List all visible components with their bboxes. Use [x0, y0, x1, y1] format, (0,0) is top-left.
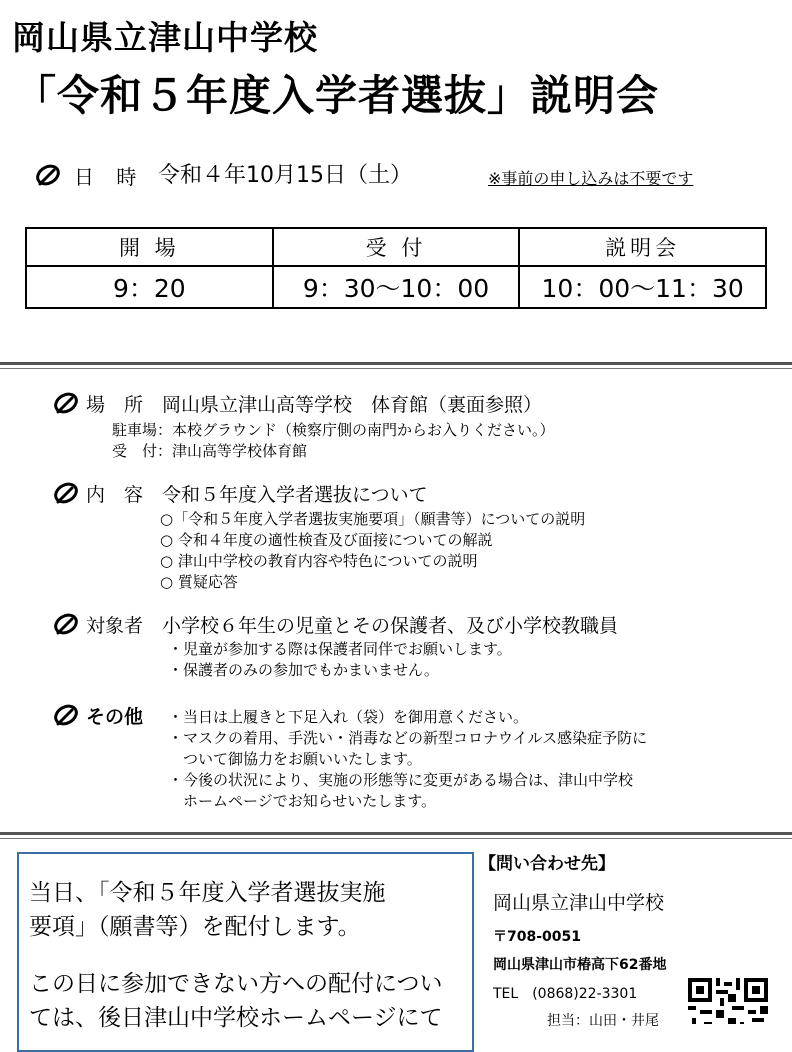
place-heading: 場 所 岡山県立津山高等学校 体育館（裏面参照） [86, 394, 543, 416]
datetime-note: ※事前の申し込みは不要です [488, 169, 694, 188]
other-item: ・マスクの着用、手洗い・消毒などの新型コロナウイルス感染症予防に [168, 729, 648, 747]
notice-line: 当日、「令和５年度入学者選抜実施 [29, 880, 386, 906]
datetime-value: 令和４年10月15日（土） [158, 163, 412, 188]
schedule-value-row [26, 266, 766, 308]
other-item: ホームページでお知らせいたします。 [168, 792, 437, 810]
schedule-value-briefing: 10：00〜11：30 [519, 266, 766, 308]
leaf-bullet-icon [34, 162, 62, 190]
divider [0, 368, 792, 369]
contact-tel: TEL (0868)22-3301 [493, 986, 638, 1002]
school-title: 岡山県立津山中学校 [12, 18, 318, 57]
contact-label: 【問い合わせ先】 [479, 854, 615, 874]
other-item: ・当日は上履きと下足入れ（袋）を御用意ください。 [168, 708, 529, 726]
contact-postal: 〒708-0051 [493, 929, 581, 945]
divider [0, 832, 792, 835]
content-item: ○「令和５年度入学者選抜実施要項」（願書等）についての説明 [160, 510, 586, 528]
audience-item: ・保護者のみの参加でもかまいません。 [168, 661, 439, 679]
place-parking: 駐車場：本校グラウンド（検察庁側の南門からお入りください。） [112, 421, 555, 439]
schedule-value-reception: 9：30〜10：00 [273, 266, 520, 308]
other-heading: その他 [86, 706, 144, 728]
qr-code-icon [688, 978, 768, 1024]
leaf-bullet-icon [52, 390, 80, 418]
schedule-value-open: 9：20 [26, 266, 273, 308]
notice-text [29, 967, 443, 1035]
content-heading: 内 容 令和５年度入学者選抜について [86, 484, 428, 506]
schedule-header-reception: 受 付 [273, 228, 520, 266]
content-item: ○ 津山中学校の教育内容や特色についての説明 [160, 552, 478, 570]
schedule-table [25, 227, 767, 309]
audience-item: ・児童が参加する際は保護者同伴でお願いします。 [168, 640, 512, 658]
notice-text [29, 876, 386, 944]
contact-school: 岡山県立津山中学校 [493, 892, 665, 914]
notice-box [17, 852, 474, 1052]
notice-line: 要項」（願書等）を配付します。 [29, 914, 361, 940]
schedule-header-open: 開 場 [26, 228, 273, 266]
notice-line: この日に参加できない方への配付につい [29, 971, 443, 997]
divider [0, 838, 792, 839]
datetime-label: 日 時 [74, 165, 145, 189]
schedule-header-row [26, 228, 766, 266]
contact-address: 岡山県津山市椿高下62番地 [493, 957, 667, 973]
audience-heading: 対象者 小学校６年生の児童とその保護者、及び小学校教職員 [86, 615, 619, 637]
leaf-bullet-icon [52, 480, 80, 508]
notice-line: ては、後日津山中学校ホームページにて [29, 1005, 443, 1031]
content-item: ○ 令和４年度の適性検査及び面接についての解説 [160, 531, 493, 549]
schedule-header-briefing: 説明会 [519, 228, 766, 266]
contact-person: 担当：山田・井尾 [547, 1013, 659, 1029]
leaf-bullet-icon [52, 611, 80, 639]
event-title: 「令和５年度入学者選抜」説明会 [14, 71, 660, 120]
leaf-bullet-icon [52, 702, 80, 730]
other-item: ついて御協力をお願いいたします。 [168, 750, 422, 768]
other-item: ・今後の状況により、実施の形態等に変更がある場合は、津山中学校 [168, 771, 634, 789]
place-reception: 受 付：津山高等学校体育館 [112, 442, 308, 460]
divider [0, 362, 792, 365]
content-item: ○ 質疑応答 [160, 573, 238, 591]
